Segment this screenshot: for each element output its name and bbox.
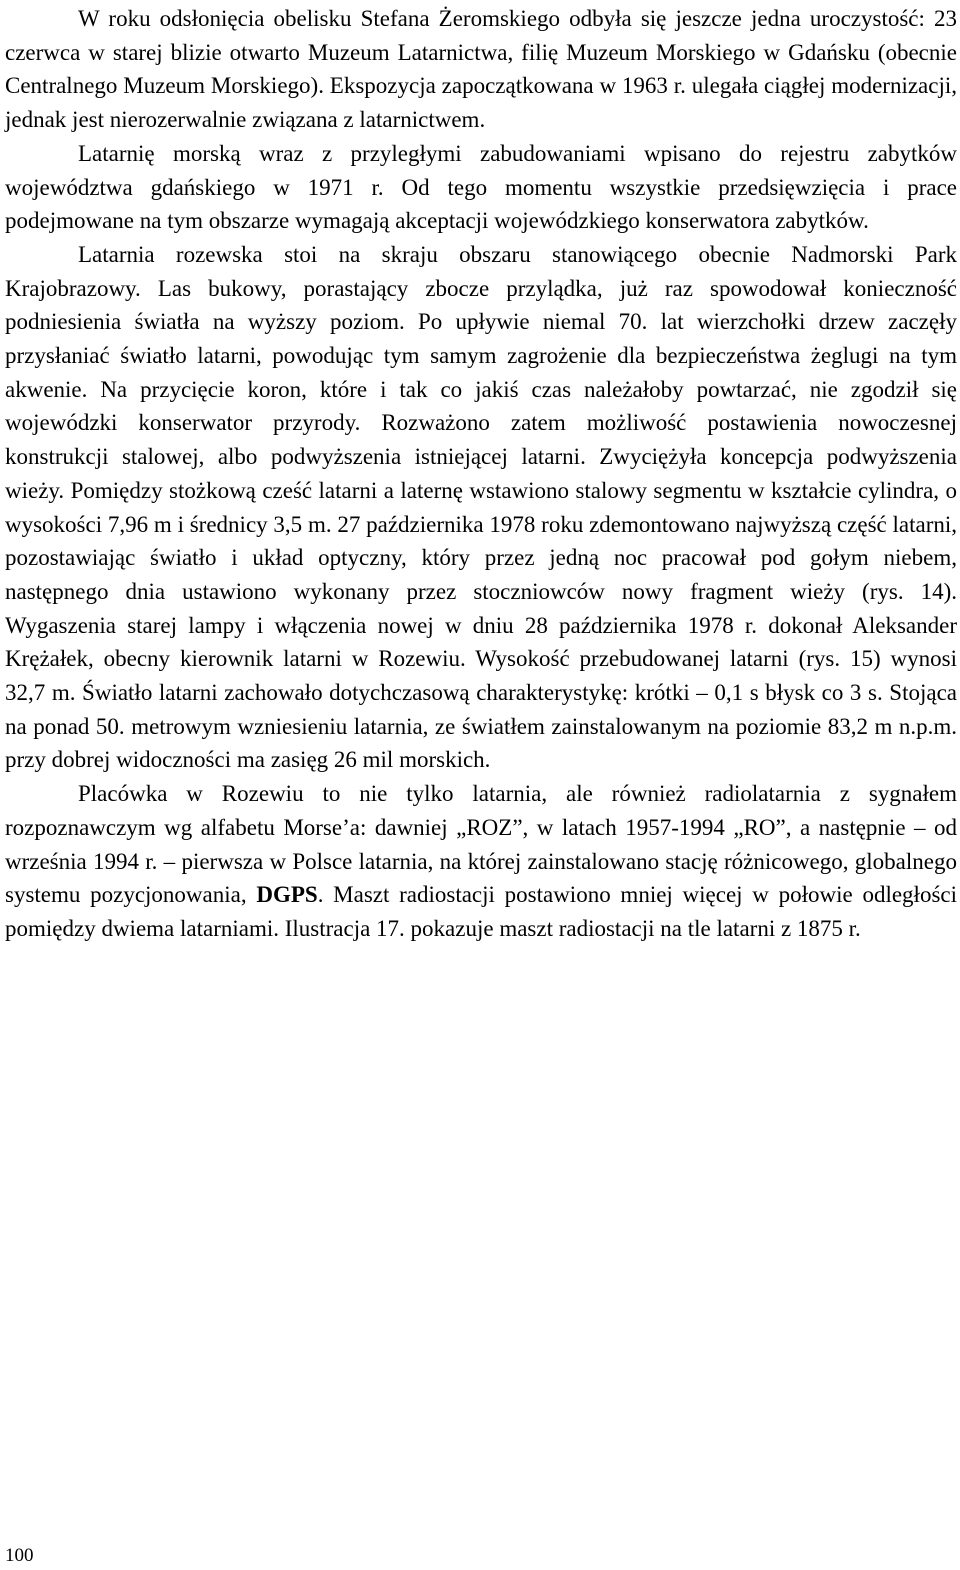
paragraph-museum: W roku odsłonięcia obelisku Stefana Żeromskiego odbyła się jeszcze jedna uroczystość: 23 czerwca w starej blizie otwarto Muzeum Latarnictwa, filię Muzeum Morskiego w Gdańsku (obecnie Centralnego Muzeum Morskiego). Ekspozycja zapoczątkowana w 1963 r. ulegała ciągłej modernizacji, jednak jest nierozerwalnie związana z latarnictwem. bbox=[5, 6, 957, 133]
radiobeacon-text-end: . Maszt radiostacji postawiono mniej więcej w połowie odległości pomiędzy dwiema latarniami. Ilustracja 17. pokazuje maszt radiostacji na tle latarni z 1875 r. bbox=[5, 882, 957, 941]
radiobeacon-text-start: Placówka w Rozewiu to nie tylko latarnia, ale również radiolatarnia z sygnałem rozpoznawczym wg alfabetu Morse’a: dawniej „ROZ”, w latach 1957-1994 „RO”, a następnie – od września 1994 r. – pierwsza w Polsce latarnia, na której zainstalowano stację różnicowego, globalnego systemu pozycjonowania, bbox=[5, 781, 957, 908]
dgps-term: DGPS bbox=[256, 882, 318, 908]
paragraph-register: Latarnię morską wraz z przyległymi zabudowaniami wpisano do rejestru zabytków województwa gdańskiego w 1971 r. Od tego momentu wszystkie przedsięwzięcia i prace podejmowane na tym obszarze wymagają akceptacji wojewódzkiego konserwatora zabytków. bbox=[5, 140, 957, 234]
page-number: 100 bbox=[5, 1545, 34, 1566]
paragraph-radiobeacon bbox=[5, 777, 957, 946]
body-text bbox=[5, 2, 957, 946]
paragraph-tower-raising: Latarnia rozewska stoi na skraju obszaru stanowiącego obecnie Nadmorski Park Krajobrazowy. Las bukowy, porastający zbocze przylądka, już raz spowodował konieczność podniesienia światła na wyższy poziom. Po upływie niemal 70. lat wierzchołki drzew zaczęły przysłaniać światło latarni, powodując tym samym zagrożenie dla bezpieczeństwa żeglugi na tym akwenie. Na przycięcie koron, które i tak co jakiś czas należałoby powtarzać, nie zgodził się wojewódzki konserwator przyrody. Rozważono zatem możliwość postawienia nowoczesnej konstrukcji stalowej, albo podwyższenia istniejącej latarni. Zwyciężyła koncepcja podwyższenia wieży. Pomiędzy stożkową cześć latarni a laternę wstawiono stalowy segmentu w kształcie cylindra, o wysokości 7,96 m i średnicy 3,5 m. 27 października 1978 roku zdemontowano najwyższą część latarni, pozostawiając światło i układ optyczny, który przez jedną noc pracował pod gołym niebem, następnego dnia ustawiono wykonany przez stoczniowców nowy fragment wieży (rys. 14). Wygaszenia starej lampy i włączenia nowej w dniu 28 października 1978 r. dokonał Aleksander Krężałek, obecny kierownik latarni w Rozewiu. Wysokość przebudowanej latarni (rys. 15) wynosi 32,7 m. Światło latarni zachowało dotychczasową charakterystykę: krótki – 0,1 s błysk co 3 s. Stojąca na ponad 50. metrowym wzniesieniu latarnia, ze światłem zainstalowanym na poziomie 83,2 m n.p.m. przy dobrej widoczności ma zasięg 26 mil morskich. bbox=[5, 241, 957, 773]
